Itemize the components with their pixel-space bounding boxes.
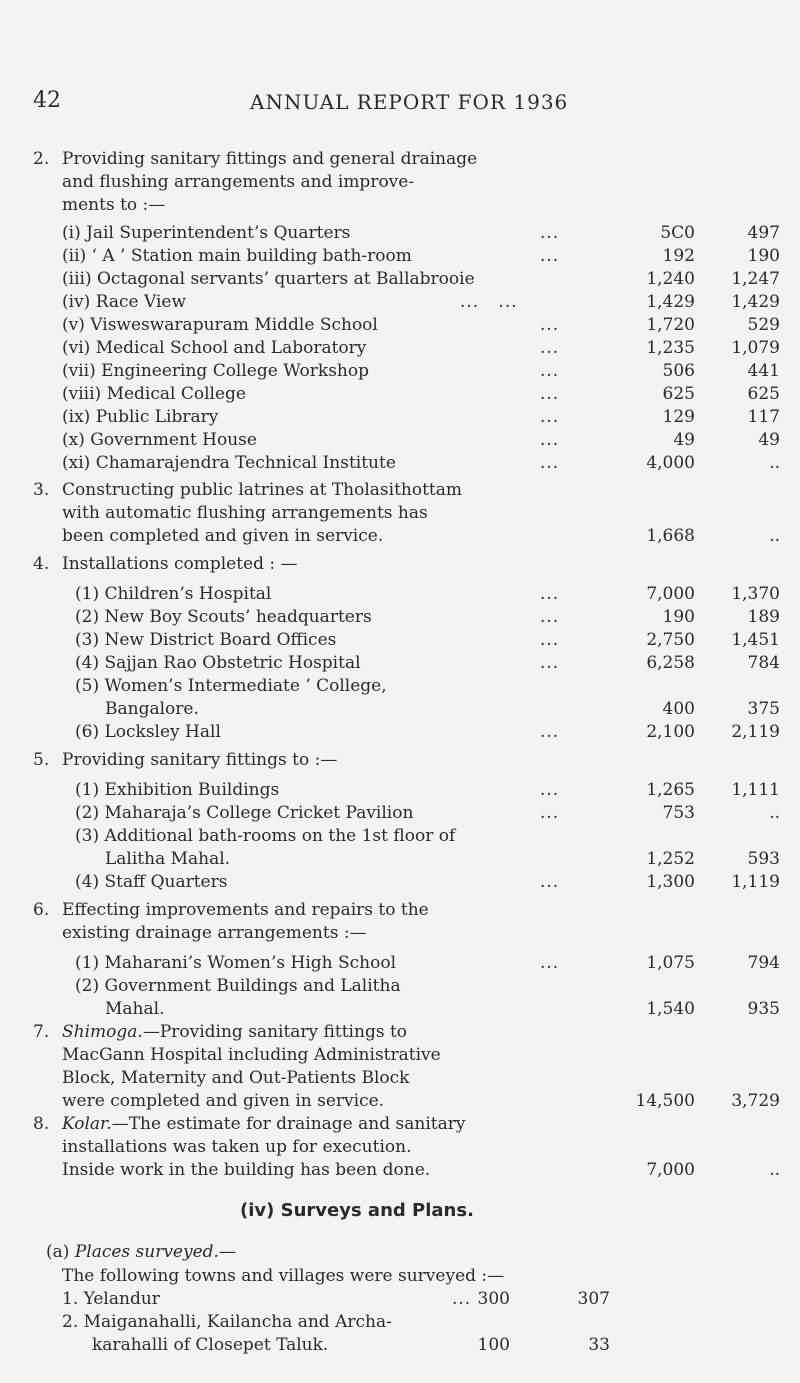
amount-actual: 1,247 xyxy=(731,269,780,289)
item-label: Bangalore. xyxy=(105,699,199,719)
section-number: 8. xyxy=(33,1114,50,1134)
leader-dots: ... xyxy=(452,1289,472,1309)
amount-estimate: 7,000 xyxy=(646,1160,695,1180)
section-text: Inside work in the building has been done. xyxy=(62,1160,431,1180)
item-label: (vi) Medical School and Laboratory xyxy=(62,338,367,358)
section-text: Block, Maternity and Out-Patients Block xyxy=(62,1068,410,1088)
section-text: existing drainage arrangements :— xyxy=(62,923,367,943)
item-label: (4) Staff Quarters xyxy=(75,872,228,892)
item-label: (viii) Medical College xyxy=(62,384,246,404)
amount-actual: 497 xyxy=(747,223,780,243)
amount-estimate: 1,540 xyxy=(646,999,695,1019)
amount-actual: 1,370 xyxy=(731,584,780,604)
page-number: 42 xyxy=(33,88,61,113)
amount-estimate: 190 xyxy=(662,607,695,627)
amount-estimate: 753 xyxy=(662,803,695,823)
amount-estimate: 192 xyxy=(662,246,695,266)
amount-actual: 593 xyxy=(747,849,780,869)
amount-estimate: 2,750 xyxy=(646,630,695,650)
item-label: (1) Maharani’s Women’s High School xyxy=(75,953,397,973)
amount-actual: 307 xyxy=(577,1289,610,1309)
item-label: (2) New Boy Scouts’ headquarters xyxy=(75,607,372,627)
section-text: installations was taken up for execution. xyxy=(62,1137,412,1157)
section-text: were completed and given in service. xyxy=(62,1091,385,1111)
item-label: Lalitha Mahal. xyxy=(105,849,231,869)
section-text: The following towns and villages were surveyed :— xyxy=(62,1266,505,1286)
section-text: —Providing sanitary fittings to xyxy=(142,1022,408,1042)
amount-actual: 1,111 xyxy=(731,780,780,800)
amount-estimate: 5C0 xyxy=(660,223,695,243)
item-label: (ix) Public Library xyxy=(62,407,219,427)
amount-actual: 1,119 xyxy=(731,872,780,892)
amount-actual: 529 xyxy=(747,315,780,335)
section-text: Providing sanitary fittings to :— xyxy=(62,750,338,770)
amount-actual: 1,429 xyxy=(731,292,780,312)
section-text: ments to :— xyxy=(62,195,166,215)
place-name: Shimoga. xyxy=(62,1022,143,1042)
amount-actual: 3,729 xyxy=(731,1091,780,1111)
section-text: been completed and given in service. xyxy=(62,526,384,546)
item-label: karahalli of Closepet Taluk. xyxy=(92,1335,329,1355)
item-label: (x) Government House xyxy=(62,430,257,450)
section-number: 6. xyxy=(33,900,50,920)
section-number: 2. xyxy=(33,149,50,169)
amount-actual: 49 xyxy=(758,430,780,450)
amount-estimate: 1,668 xyxy=(646,526,695,546)
amount-actual: 33 xyxy=(588,1335,610,1355)
amount-estimate: 300 xyxy=(477,1289,510,1309)
item-label: (ii) ‘ A ’ Station main building bath-room xyxy=(62,246,412,266)
amount-estimate: 1,075 xyxy=(646,953,695,973)
item-label: (1) Exhibition Buildings xyxy=(75,780,280,800)
item-label: (4) Sajjan Rao Obstetric Hospital xyxy=(75,653,361,673)
amount-actual: 117 xyxy=(747,407,780,427)
item-label: (2) Maharaja’s College Cricket Pavilion xyxy=(75,803,414,823)
section-text: with automatic flushing arrangements has xyxy=(62,503,428,523)
amount-estimate: 506 xyxy=(662,361,695,381)
amount-estimate: 1,252 xyxy=(646,849,695,869)
amount-actual: 441 xyxy=(747,361,780,381)
amount-estimate: 100 xyxy=(477,1335,510,1355)
amount-actual: 375 xyxy=(747,699,780,719)
amount-actual: 625 xyxy=(747,384,780,404)
amount-actual: 189 xyxy=(747,607,780,627)
item-label: Mahal. xyxy=(105,999,165,1019)
amount-estimate: 49 xyxy=(673,430,695,450)
section-text: Providing sanitary fittings and general drainage xyxy=(62,149,478,169)
item-label: (iv) Race View xyxy=(62,292,187,312)
amount-estimate: 7,000 xyxy=(646,584,695,604)
item-label: (v) Visweswarapuram Middle School xyxy=(62,315,378,335)
amount-estimate: 2,100 xyxy=(646,722,695,742)
place-name: Kolar. xyxy=(62,1114,112,1134)
amount-estimate: 6,258 xyxy=(646,653,695,673)
amount-estimate: 14,500 xyxy=(635,1091,695,1111)
section-heading: (iv) Surveys and Plans. xyxy=(240,1200,474,1221)
section-number: 7. xyxy=(33,1022,50,1042)
item-label: (i) Jail Superintendent’s Quarters xyxy=(62,223,351,243)
section-text: and flushing arrangements and improve- xyxy=(62,172,415,192)
amount-estimate: 1,265 xyxy=(646,780,695,800)
subsection-label: (a) xyxy=(46,1242,70,1262)
section-number: 5. xyxy=(33,750,50,770)
section-text: Constructing public latrines at Tholasithottam xyxy=(62,480,463,500)
item-label: (6) Locksley Hall xyxy=(75,722,221,742)
amount-estimate: 1,235 xyxy=(646,338,695,358)
item-label: 2. Maiganahalli, Kailancha and Archa- xyxy=(62,1312,392,1332)
amount-actual: 1,079 xyxy=(731,338,780,358)
amount-actual: 794 xyxy=(747,953,780,973)
amount-actual: 1,451 xyxy=(731,630,780,650)
section-text: —The estimate for drainage and sanitary xyxy=(111,1114,466,1134)
amount-estimate: 400 xyxy=(662,699,695,719)
item-label: (3) New District Board Offices xyxy=(75,630,337,650)
item-label: (3) Additional bath-rooms on the 1st floor of xyxy=(75,826,456,846)
amount-actual: .. xyxy=(769,526,780,546)
section-number: 4. xyxy=(33,554,50,574)
amount-estimate: 1,429 xyxy=(646,292,695,312)
item-label: (vii) Engineering College Workshop xyxy=(62,361,369,381)
amount-estimate: 1,240 xyxy=(646,269,695,289)
item-label: 1. Yelandur xyxy=(62,1289,160,1309)
amount-estimate: 4,000 xyxy=(646,453,695,473)
amount-estimate: 625 xyxy=(662,384,695,404)
amount-estimate: 129 xyxy=(662,407,695,427)
section-text: MacGann Hospital including Administrative xyxy=(62,1045,441,1065)
section-text: Installations completed : — xyxy=(62,554,298,574)
amount-estimate: 1,300 xyxy=(646,872,695,892)
amount-estimate: 1,720 xyxy=(646,315,695,335)
amount-actual: .. xyxy=(769,453,780,473)
subsection-title: Places surveyed.— xyxy=(74,1242,236,1262)
item-label: (1) Children’s Hospital xyxy=(75,584,272,604)
amount-actual: .. xyxy=(769,1160,780,1180)
amount-actual: 190 xyxy=(747,246,780,266)
item-label: (5) Women’s Intermediate ’ College, xyxy=(75,676,387,696)
item-label: (iii) Octagonal servants’ quarters at Ballabrooie xyxy=(62,269,475,289)
running-title: ANNUAL REPORT FOR 1936 xyxy=(250,90,569,114)
amount-actual: 935 xyxy=(747,999,780,1019)
amount-actual: 2,119 xyxy=(731,722,780,742)
item-label: (xi) Chamarajendra Technical Institute xyxy=(62,453,396,473)
section-text: Effecting improvements and repairs to the xyxy=(62,900,429,920)
item-label: (2) Government Buildings and Lalitha xyxy=(75,976,401,996)
amount-actual: .. xyxy=(769,803,780,823)
amount-actual: 784 xyxy=(747,653,780,673)
section-number: 3. xyxy=(33,480,50,500)
report-page: 42 ANNUAL REPORT FOR 1936 2. Providing sanitary fittings and general drainage and flushing arrangements and improve- ments to :— (i) Jail Superintendent’s Quarters ... 5C0 497 (ii) ‘ A ’ Station main building bath-room ... 192 190 (iii) Octagonal servants’ quarters at Ballabrooie 1,240 1,247 (iv) Race View ... ... 1,429 1,429 (v) Visweswarapuram Middle School ... 1,720 529 (vi) Medical School and Laboratory ... 1,235 1,079 (vii) Engineering College Workshop ... 506 441 (viii) Medical College ... 625 625 (ix) Public Library ... 129 117 (x) Government House ... 49 49 (xi) Chamarajendra Technical Institute ... 4,000 .. 3. Constructing public latrines at Tholasithottam with automatic flushing arrangements has been completed and given in service. 1,668 .. 4. Installations completed : — (1) Children’s Hospital ... 7,000 1,370 (2) New Boy Scouts’ headquarters ... 190 189 (3) New District Board Offices ... 2,750 1,451 (4) Sajjan Rao Obstetric Hospital ... 6,258 784 (5) Women’s Intermediate ’ College, Bangalore. 400 375 (6) Locksley Hall ... 2,100 2,119 5. Providing sanitary fittings to :— (1) Exhibition Buildings ... 1,265 1,111 (2) Maharaja’s College Cricket Pavilion ... 753 .. (3) Additional bath-rooms on the 1st floor of Lalitha Mahal. 1,252 593 (4) Staff Quarters ... 1,300 1,119 6. Effecting improvements and repairs to the existing drainage arrangements :— (1) Maharani’s Women’s High School ... 1,075 794 (2) Government Buildings and Lalitha Mahal. 1,540 935 7. Shimoga.—Providing sanitary fittings to MacGann Hospital including Administrative Block, Maternity and Out-Patients Block were completed and given in service. 14,500 3,729 8. Kolar.—The estimate for drainage and sanitary installations was taken up for execution. Inside work in the building has been done. 7,000 .. (iv) Surveys and Plans. (a) Places surveyed.— The following towns and villages were surveyed :— 1. Yelandur ... 300 307 2. Maiganahalli, Kailancha and Archa- karahalli of Closepet Taluk. 100 33 xyxy=(33,88,780,1355)
